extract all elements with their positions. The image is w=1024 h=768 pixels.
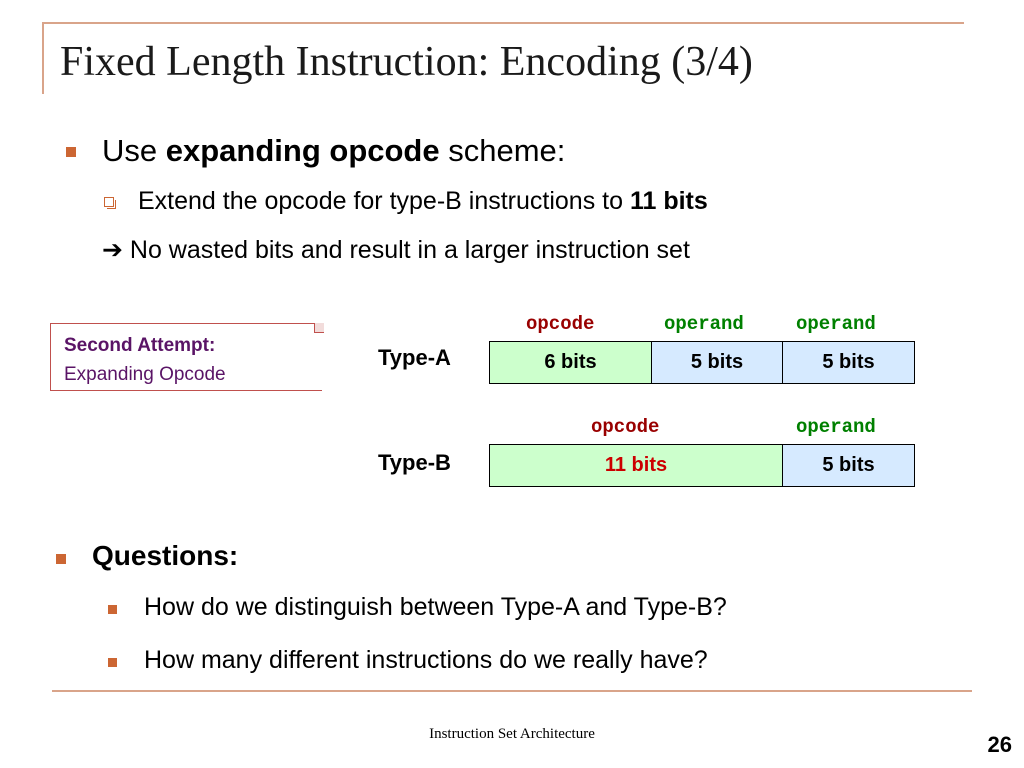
type-a-opcode-name: opcode [526, 313, 595, 335]
page-number: 26 [987, 732, 1012, 757]
sub-bullet-icon [104, 197, 114, 207]
arrow-line-text: No wasted bits and result in a larger instruction set [129, 236, 690, 264]
question-bullet-icon [108, 605, 117, 614]
footer-text: Instruction Set Architecture [429, 726, 595, 742]
type-b-opcode-name: opcode [591, 416, 660, 438]
type-b-label: Type-B [378, 450, 451, 475]
arrow-right-icon: ➔ [102, 236, 123, 264]
callout-title: Second Attempt: [64, 335, 216, 356]
type-a-opcode-bits: 6 bits [544, 351, 597, 373]
footer-divider [52, 690, 972, 692]
type-a-operand1-name: operand [664, 313, 744, 335]
bullet-sub-bold: 11 bits [629, 187, 708, 215]
type-a-operand2-bits: 5 bits [822, 351, 875, 373]
questions-heading: Questions: [92, 540, 239, 571]
type-b-operand-name: operand [796, 416, 876, 438]
type-a-operand1-cell [651, 341, 783, 384]
type-b-operand-bits: 5 bits [822, 454, 875, 476]
type-a-opcode-cell [489, 341, 652, 384]
bullet-main-prefix: Use [102, 133, 166, 168]
bullet-sub [138, 187, 708, 216]
question-bullet-icon [108, 658, 117, 667]
type-b-opcode-bits: 11 bits [604, 454, 668, 476]
bullet-square-icon [66, 147, 76, 157]
questions-bullet-icon [56, 554, 66, 564]
title-frame-top [42, 22, 964, 24]
type-b-opcode-cell [489, 444, 783, 487]
arrow-line [102, 235, 690, 265]
question-item: How do we distinguish between Type-A and Type-B? [144, 593, 727, 621]
question-item: How many different instructions do we really have? [144, 646, 708, 674]
bullet-main [102, 133, 565, 169]
type-a-operand2-cell [782, 341, 915, 384]
type-a-label: Type-A [378, 345, 451, 370]
bullet-sub-text: Extend the opcode for type-B instructions to [138, 187, 630, 215]
callout-subtitle: Expanding Opcode [64, 364, 226, 385]
title-frame-left [42, 22, 44, 94]
type-a-operand2-name: operand [796, 313, 876, 335]
type-b-operand-cell [782, 444, 915, 487]
type-a-operand1-bits: 5 bits [690, 351, 744, 373]
slide-title: Fixed Length Instruction: Encoding (3/4) [60, 39, 753, 85]
callout-folded-corner [314, 323, 324, 333]
bullet-main-bold: expanding opcode [165, 133, 440, 168]
bullet-main-suffix: scheme: [439, 133, 566, 168]
